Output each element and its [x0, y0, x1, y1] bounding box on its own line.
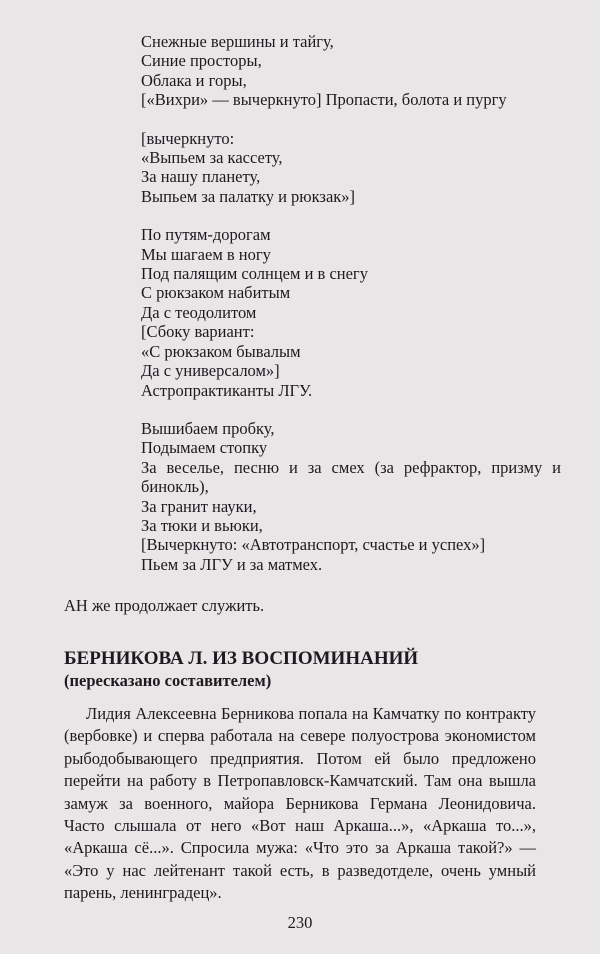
- section-heading: БЕРНИКОВА Л. ИЗ ВОСПОМИНАНИЙ: [64, 648, 419, 669]
- poem-line: За тюки и вьюки,: [141, 515, 263, 535]
- poem-stanza: [141, 129, 561, 207]
- poem-line: [вычеркнуто:: [141, 128, 235, 148]
- poem-stanza: [141, 419, 561, 574]
- poem-stanza: [141, 225, 561, 400]
- poem-line: За гранит науки,: [141, 496, 257, 516]
- poem-line: За веселье, песню и за смех (за рефрактор, призму и бинокль),: [141, 457, 561, 497]
- poem-line: Под палящим солнцем и в снегу: [141, 264, 368, 284]
- poem: [141, 32, 561, 593]
- poem-line: [Вычеркнуто: «Автотранспорт, счастье и успех»]: [141, 535, 486, 555]
- poem-line: Да с универсалом»]: [141, 361, 280, 381]
- after-poem-line: АН же продолжает служить.: [64, 596, 265, 615]
- page-number: 230: [287, 913, 313, 932]
- poem-line: [Сбоку вариант:: [141, 322, 255, 342]
- poem-line: За нашу планету,: [141, 167, 261, 187]
- poem-line: Выпьем за палатку и рюкзак»]: [141, 186, 356, 206]
- poem-line: Облака и горы,: [141, 70, 247, 90]
- poem-line: Подымаем стопку: [141, 438, 268, 458]
- poem-line: Астропрактиканты ЛГУ.: [141, 380, 313, 400]
- poem-line: Да с теодолитом: [141, 302, 257, 322]
- section-subheading: (пересказано составителем): [64, 671, 272, 690]
- poem-line: [«Вихри» — вычеркнуто] Пропасти, болота и пургу: [141, 90, 507, 110]
- poem-line: Вышибаем пробку,: [141, 418, 275, 438]
- poem-line: Мы шагаем в ногу: [141, 244, 271, 264]
- poem-stanza: [141, 32, 561, 110]
- poem-line: «С рюкзаком бывалым: [141, 341, 301, 361]
- poem-line: Снежные вершины и тайгу,: [141, 32, 334, 51]
- poem-line: По путям-дорогам: [141, 225, 271, 245]
- body-paragraph: Лидия Алексеевна Берникова попала на Камчатку по контракту (вербовке) и сперва работала на севере полуострова экономистом рыбодобывающего предприятия. Потом ей было предложено перейти на работу в Петропавловск-Камчатский. Там она вышла замуж за военного, майора Берникова Германа Леонидовича. Часто слышала от него «Вот наш Аркаша...», «Аркаша то...», «Аркаша сё...». Спросила мужа: «Что это за Аркаша такой?» — «Это у нас лейтенант такой есть, в разведотделе, очень умный парень, ленинградец».: [64, 704, 536, 903]
- poem-line: «Выпьем за кассету,: [141, 148, 283, 168]
- poem-line: Пьем за ЛГУ и за матмех.: [141, 554, 323, 574]
- poem-line: Синие просторы,: [141, 51, 262, 71]
- poem-line: С рюкзаком набитым: [141, 283, 291, 303]
